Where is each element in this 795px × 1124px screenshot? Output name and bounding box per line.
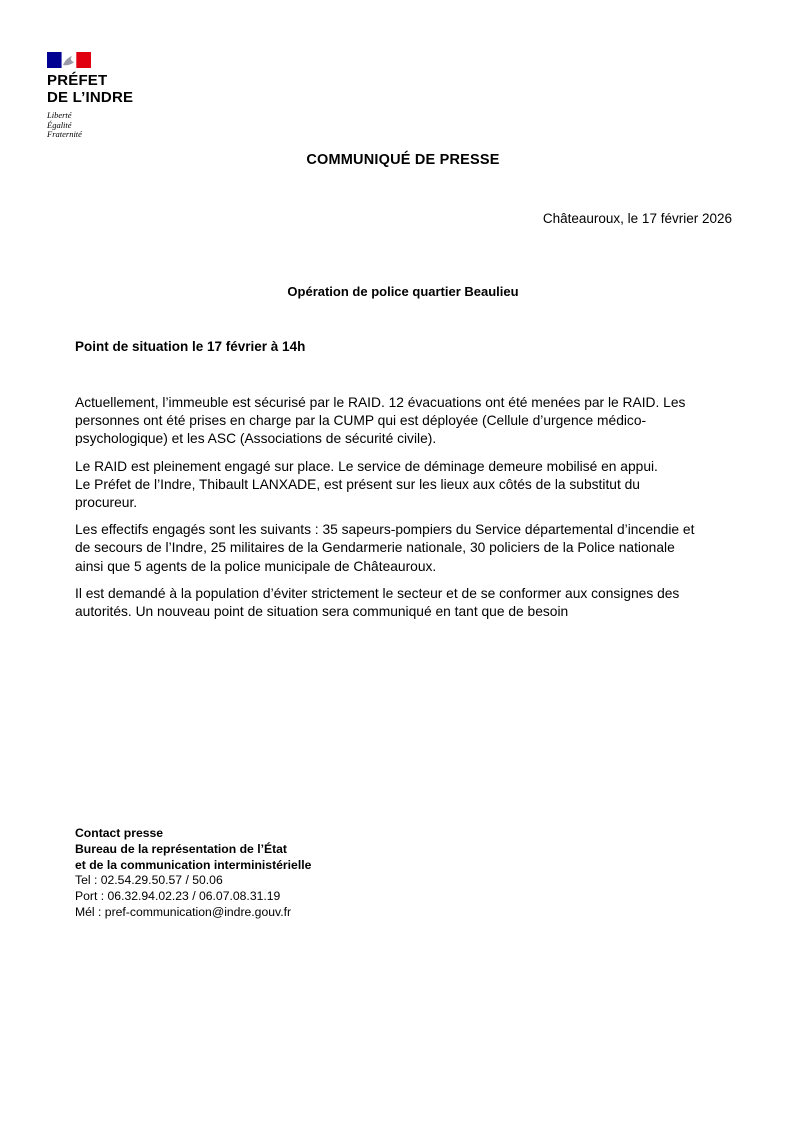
- prefet-line1: PRÉFET: [47, 72, 108, 89]
- prefet-title: [47, 72, 167, 106]
- document-title: COMMUNIQUÉ DE PRESSE: [306, 152, 500, 168]
- operation-title: Opération de police quartier Beaulieu: [287, 284, 519, 299]
- contact-heading: Contact presse: [75, 826, 164, 840]
- text-line: de secours de l’Indre, 25 militaires de la Gendarmerie nationale, 30 policiers de la Police nationale: [75, 540, 675, 556]
- situation-title: Point de situation le 17 février à 14h: [75, 339, 306, 354]
- press-contact: [75, 826, 311, 921]
- republic-motto: [47, 111, 167, 140]
- text-line: autorités. Un nouveau point de situation sera communiqué en tant que de besoin: [75, 604, 569, 620]
- marianne-flag-icon: [47, 52, 91, 68]
- bureau-line2: et de la communication interministérielle: [75, 857, 312, 872]
- flag-blue-band: [47, 52, 62, 68]
- date-line: Châteauroux, le 17 février 2026: [542, 211, 732, 226]
- text-line: Le RAID est pleinement engagé sur place. Le service de déminage demeure mobilisé en appui.: [75, 458, 658, 474]
- text-line: personnes ont été prises en charge par la CUMP qui est déployée (Cellule d’urgence médico-: [75, 413, 647, 429]
- contact-tel: Tel : 02.54.29.50.57 / 50.06: [75, 873, 223, 888]
- contact-email: Mél : pref-communication@indre.gouv.fr: [75, 904, 292, 919]
- motto-egalite: Égalité: [47, 119, 72, 130]
- paragraph-evacuations: [75, 394, 725, 449]
- text-line: Les effectifs engagés sont les suivants : 35 sapeurs-pompiers du Service départemental d’incendie et: [75, 522, 695, 538]
- bureau-line1: Bureau de la représentation de l’État: [75, 841, 287, 856]
- prefet-line2: DE L’INDRE: [47, 89, 134, 106]
- paragraph-raid: [75, 458, 725, 513]
- text-line: procureur.: [75, 495, 138, 511]
- text-line: psychologique) et les ASC (Associations de sécurité civile).: [75, 431, 437, 447]
- motto-fraternite: Fraternité: [47, 129, 82, 139]
- body-text: [75, 394, 725, 630]
- text-line: Le Préfet de l’Indre, Thibault LANXADE, est présent sur les lieux aux côtés de la substitut du: [75, 476, 640, 492]
- motto-liberte: Liberté: [47, 110, 72, 120]
- paragraph-effectifs: [75, 521, 725, 576]
- flag-red-band: [76, 52, 91, 68]
- text-line: Il est demandé à la population d’éviter strictement le secteur et de se conformer aux consignes des: [75, 585, 680, 601]
- text-line: Actuellement, l’immeuble est sécurisé par le RAID. 12 évacuations ont été menées par le RAID. Les: [75, 395, 686, 410]
- paragraph-consignes: [75, 585, 725, 621]
- contact-port: Port : 06.32.94.02.23 / 06.07.08.31.19: [75, 889, 281, 904]
- prefecture-logo: [47, 52, 167, 140]
- text-line: ainsi que 5 agents de la police municipale de Châteauroux.: [75, 558, 437, 574]
